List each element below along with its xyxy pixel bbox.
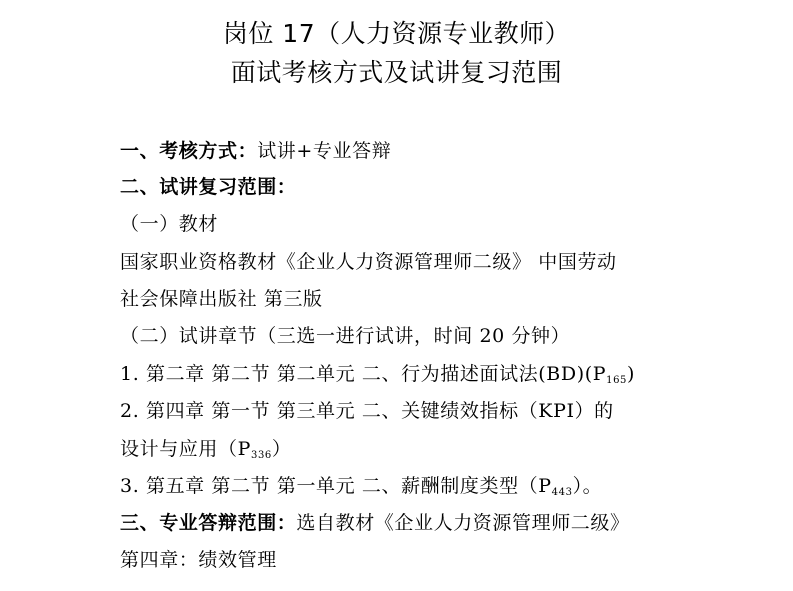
chapter-item-2-text: 设计与应用（P — [120, 438, 251, 460]
assessment-method-text: 试讲+专业答辩 — [257, 140, 392, 162]
textbook-line-1: 国家职业资格教材《企业人力资源管理师二级》 中国劳动 — [120, 251, 617, 273]
chapters-label: （二）试讲章节（三选一进行试讲，时间 20 分钟） — [120, 325, 571, 347]
chapter-item-3-close: ）。 — [572, 475, 603, 497]
chapter-item-2-page: 336 — [251, 450, 272, 461]
defense-scope-text: 选自教材《企业人力资源管理师二级》 — [296, 512, 630, 534]
chapter-item-2-line-2 — [120, 437, 292, 461]
chapter-item-1 — [120, 362, 635, 386]
chapter-item-2-line-1: 2. 第四章 第一节 第三单元 二、关键绩效指标（KPI）的 — [120, 400, 614, 422]
chapter-item-3 — [120, 474, 602, 498]
document-title: 岗位 17（人力资源专业教师） — [222, 19, 571, 48]
defense-scope-heading: 三、专业答辩范围： — [120, 512, 297, 534]
chapter-item-3-page: 443 — [551, 487, 573, 498]
chapter-item-2-close: ） — [271, 438, 292, 460]
chapter-item-3-text: 3. 第五章 第二节 第一单元 二、薪酬制度类型（P — [120, 475, 552, 497]
chapter-item-1-close: ) — [627, 363, 636, 385]
textbook-label: （一）教材 — [120, 213, 219, 235]
textbook-line-2: 社会保障出版社 第三版 — [120, 288, 323, 310]
trial-lecture-scope-heading: 二、试讲复习范围： — [120, 176, 297, 198]
defense-scope-line — [120, 511, 630, 535]
assessment-method-heading: 一、考核方式： — [120, 140, 258, 162]
assessment-method-line — [120, 139, 391, 163]
document-subtitle: 面试考核方式及试讲复习范围 — [230, 58, 563, 87]
defense-scope-line-2: 第四章：绩效管理 — [120, 549, 277, 571]
chapter-item-1-text: 1. 第二章 第二节 第二单元 二、行为描述面试法(BD)(P — [120, 363, 607, 385]
chapter-item-1-page: 165 — [606, 375, 627, 386]
